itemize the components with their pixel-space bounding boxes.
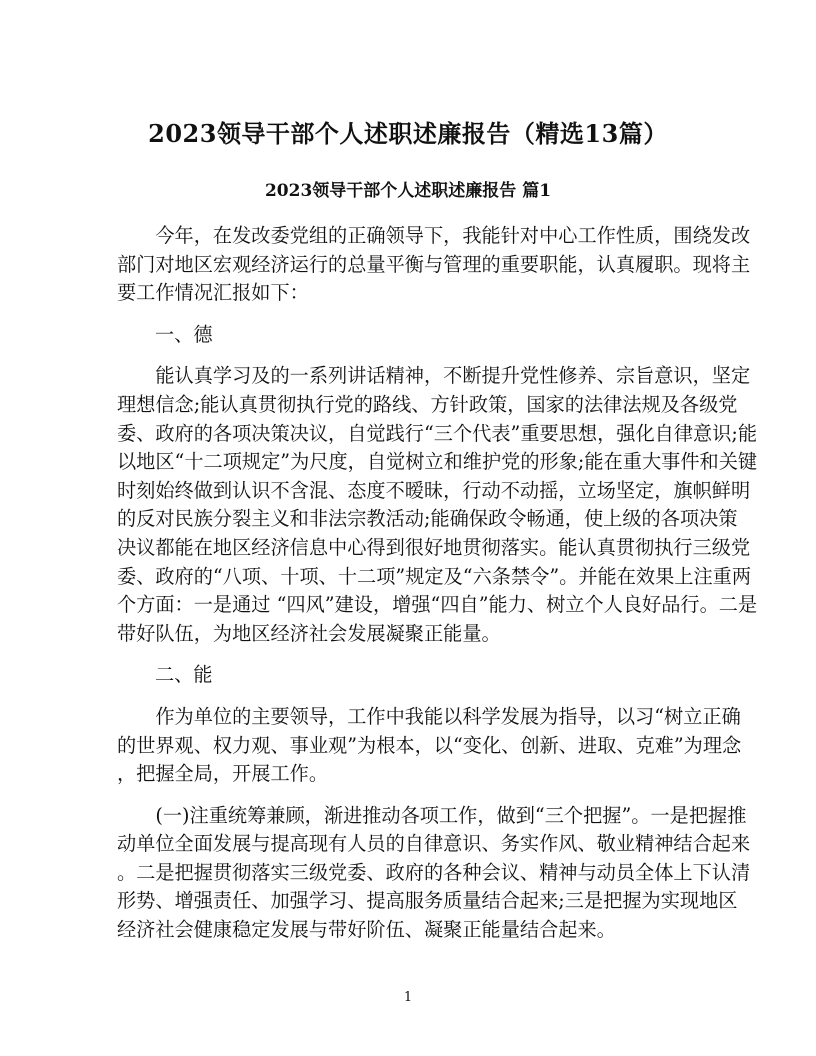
text-line: 今年，在发改委党组的正确领导下，我能针对中心工作性质，围绕发改: [117, 224, 751, 247]
document-title: 2023领导干部个人述职述廉报告（精选13篇）: [148, 119, 668, 148]
text-line: 。二是把握贯彻落实三级党委、政府的各种会议、精神与动员全体上下认清: [117, 860, 751, 884]
paragraph: [117, 222, 751, 308]
text-line: 要工作情况汇报如下：: [117, 281, 309, 305]
text-line: 能认真学习及的一系列讲话精神，不断提升党性修养、宗旨意识，坚定: [117, 364, 751, 388]
text-line: 委、政府的“八项、十项、十二项”规定及“六条禁令”。并能在效果上注重两: [117, 564, 752, 588]
text-line: 经济社会健康稳定发展与带好阶伍、凝聚正能量结合起来。: [117, 918, 616, 942]
paragraph: [117, 802, 751, 945]
text-line: 部门对地区宏观经济运行的总量平衡与管理的重要职能，认真履职。现将主: [117, 252, 751, 276]
text-line: 的反对民族分裂主义和非法宗教活动;能确保政令畅通，使上级的各项决策: [117, 507, 738, 531]
text-line: 形势、增强责任、加强学习、提高服务质量结合起来;三是把握为实现地区: [117, 889, 738, 913]
text-line: 以地区“十二项规定”为尺度，自觉树立和维护党的形象;能在重大事件和关键: [117, 450, 758, 474]
text-line: (一)注重统筹兼顾，渐进推动各项工作，做到“三个把握”。一是把握推: [117, 803, 747, 827]
text-line: 决议都能在地区经济信息中心得到很好地贯彻落实。能认真贯彻执行三级党: [117, 535, 751, 559]
text-line: 理想信念;能认真贯彻执行党的路线、方针政策，国家的法律法规及各级党: [117, 392, 738, 416]
paragraph: [117, 362, 758, 648]
section-title: 2023领导干部个人述职述廉报告 篇1: [264, 181, 552, 201]
text-line: 作为单位的主要领导，工作中我能以科学发展为指导，以习“树立正确: [117, 704, 741, 728]
section-heading: 一、德: [155, 322, 213, 346]
paragraph: [117, 703, 742, 789]
text-line: 个方面：一是通过 “四风”建设，增强“四自”能力、树立个人良好品行。二是: [117, 593, 758, 617]
text-line: 委、政府的各项决策决议，自觉践行“三个代表”重要思想，强化自律意识;能: [117, 421, 758, 445]
text-line: 动单位全面发展与提高现有人员的自律意识、务实作风、敬业精神结合起来: [117, 832, 751, 856]
text-line: ，把握全局，开展工作。: [117, 762, 329, 786]
text-line: 时刻始终做到认识不含混、态度不暧昧，行动不动摇，立场坚定，旗帜鲜明: [117, 478, 751, 502]
page-number: 1: [403, 990, 413, 1005]
text-line: 带好队伍，为地区经济社会发展凝聚正能量。: [117, 621, 501, 645]
section-heading: 二、能: [155, 663, 213, 687]
document-body: [117, 222, 758, 958]
text-line: 的世界观、权力观、事业观”为根本，以“变化、创新、进取、克难”为理念: [117, 733, 742, 757]
